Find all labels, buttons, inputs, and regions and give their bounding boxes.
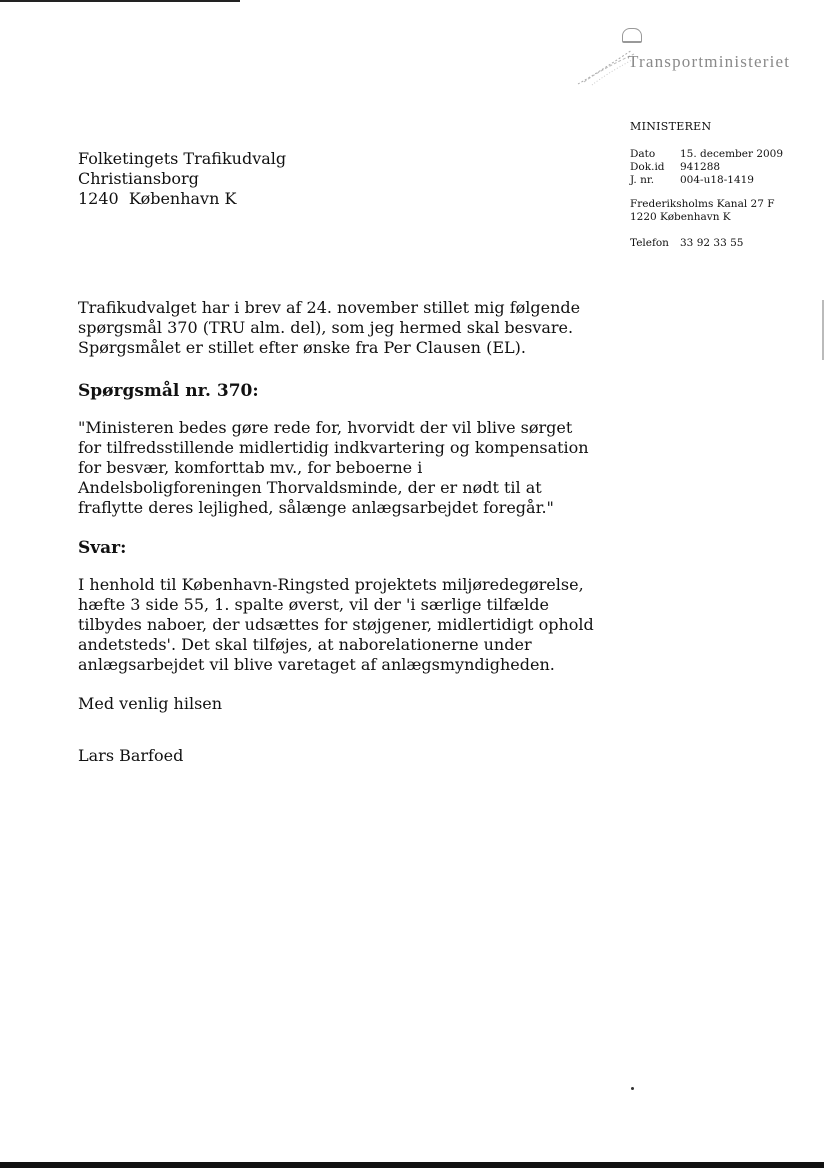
intro-paragraph: Trafikudvalget har i brev af 24. november stillet mig følgende spørgsmål 370 (TRU alm. del), som jeg hermed skal besvare. Spørgsmålet er stillet efter ønske fra Per Clausen (EL).: [78, 298, 581, 357]
signature-name: Lars Barfoed: [78, 746, 184, 765]
recipient-line: Christiansborg: [78, 169, 199, 188]
meta-label: Dato: [630, 148, 656, 160]
meta-row-journal-number: [630, 174, 783, 187]
question-text: "Ministeren bedes gøre rede for, hvorvidt der vil blive sørget for tilfredsstillende midlertidig indkvartering og kompensation for besvær, komforttab mv., for beboerne i Andelsboligforeningen Thorvaldsminde, der er nødt til at fraflytte deres lejlighed, sålænge anlægsarbejdet foregår.": [78, 418, 589, 517]
phone-label: Telefon: [630, 237, 669, 249]
scan-bottom-edge: [0, 1162, 824, 1168]
sender-phone: [630, 237, 743, 249]
answer-text: I henhold til København-Ringsted projektets miljøredegørelse, hæfte 3 side 55, 1. spalte øverst, vil der 'i særlige tilfælde tilbydes naboer, der udsættes for støjgener, midlertidigt ophold andetsteds'. Det skal tilføjes, at naborelationerne under anlægsarbejdet vil blive varetaget af anlægsmyndigheden.: [78, 575, 594, 674]
scan-speck: [631, 1087, 634, 1090]
recipient-line: 1240 København K: [78, 189, 237, 208]
meta-row-date: [630, 148, 783, 161]
letter-body: [78, 298, 598, 766]
sender-address: [630, 198, 775, 224]
scan-top-rule: [0, 0, 240, 2]
recipient-address: [78, 149, 286, 209]
logo-swoosh-icon: [576, 38, 636, 88]
question-heading: Spørgsmål nr. 370:: [78, 381, 259, 401]
answer-heading: Svar:: [78, 538, 127, 558]
meta-value: 15. december 2009: [680, 148, 784, 160]
closing-salutation: Med venlig hilsen: [78, 694, 223, 713]
meta-row-doc-id: [630, 161, 783, 174]
logo-text: Transportministeriet: [628, 52, 791, 71]
letter-metadata: [630, 148, 783, 187]
recipient-line: Folketingets Trafikudvalg: [78, 149, 287, 168]
meta-value: 004-u18-1419: [680, 174, 754, 186]
meta-label: Dok.id: [630, 161, 665, 173]
meta-value: 941288: [680, 161, 721, 173]
address-line: Frederiksholms Kanal 27 F: [630, 198, 775, 210]
meta-label: J. nr.: [630, 174, 655, 186]
address-line: 1220 København K: [630, 211, 731, 223]
sender-title: MINISTEREN: [630, 120, 712, 133]
phone-number: 33 92 33 55: [680, 237, 744, 249]
ministry-logo: [576, 28, 806, 92]
